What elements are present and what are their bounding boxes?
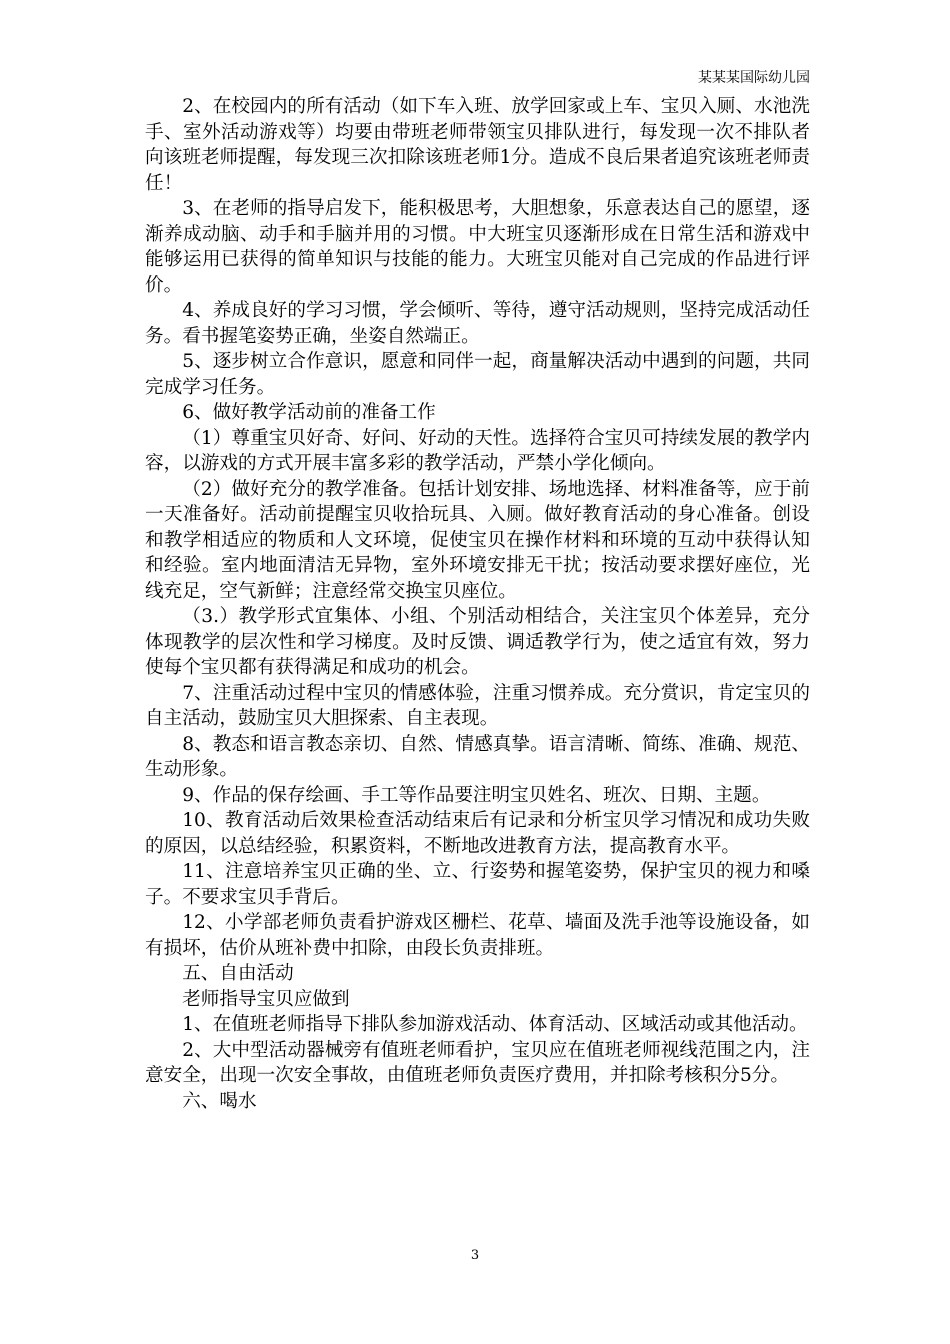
paragraph-rule-6-heading: 6、做好教学活动前的准备工作 bbox=[182, 402, 436, 423]
section-heading-drinking-water: 六、喝水 bbox=[182, 1090, 257, 1112]
document-body bbox=[145, 94, 810, 1114]
page-number: 3 bbox=[470, 1248, 480, 1263]
paragraph-rule-2: 2、在校园内的所有活动（如下车入班、放学回家或上车、宝贝入厕、水池洗手、室外活动游戏等）均要由带班老师带领宝贝排队进行，每发现一次不排队者向该班老师提醒，每发现三次扣除该班老师1分。造成不良后果者追究该班老师责任！ bbox=[145, 96, 810, 194]
paragraph-free-activity-2: 2、大中型活动器械旁有值班老师看护，宝贝应在值班老师视线范围之内，注意安全，出现一次安全事故，由值班老师负责医疗费用，并扣除考核积分5分。 bbox=[145, 1039, 810, 1086]
paragraph-rule-6-2: （2）做好充分的教学准备。包括计划安排、场地选择、材料准备等，应于前一天准备好。活动前提醒宝贝收拾玩具、入厕。做好教育活动的身心准备。创设和教学相适应的物质和人文环境，促使宝贝在操作材料和环境的互动中获得认知和经验。室内地面清洁无异物，室外环境安排无干扰；按活动要求摆好座位，光线充足，空气新鲜；注意经常交换宝贝座位。 bbox=[145, 478, 810, 602]
paragraph-rule-8: 8、教态和语言教态亲切、自然、情感真挚。语言清晰、简练、准确、规范、生动形象。 bbox=[145, 733, 810, 780]
paragraph-teacher-guidance: 老师指导宝贝应做到 bbox=[182, 988, 350, 1010]
paragraph-rule-7: 7、注重活动过程中宝贝的情感体验，注重习惯养成。充分赏识，肯定宝贝的自主活动，鼓励宝贝大胆探索、自主表现。 bbox=[145, 682, 810, 729]
paragraph-rule-11: 11、注意培养宝贝正确的坐、立、行姿势和握笔姿势，保护宝贝的视力和嗓子。不要求宝贝手背后。 bbox=[145, 861, 810, 908]
paragraph-rule-4: 4、养成良好的学习习惯，学会倾听、等待，遵守活动规则，坚持完成活动任务。看书握笔姿势正确，坐姿自然端正。 bbox=[145, 300, 810, 347]
paragraph-rule-3: 3、在老师的指导启发下，能积极思考，大胆想象，乐意表达自己的愿望，逐渐养成动脑、动手和手脑并用的习惯。中大班宝贝逐渐形成在日常生活和游戏中能够运用已获得的简单知识与技能的能力。大班宝贝能对自己完成的作品进行评价。 bbox=[145, 198, 810, 296]
paragraph-rule-10: 10、教育活动后效果检查活动结束后有记录和分析宝贝学习情况和成功失败的原因，以总结经验，积累资料，不断地改进教育方法，提高教育水平。 bbox=[145, 810, 810, 857]
paragraph-rule-12: 12、小学部老师负责看护游戏区栅栏、花草、墙面及洗手池等设施设备，如有损坏，估价从班补费中扣除，由段长负责排班。 bbox=[145, 912, 810, 959]
paragraph-free-activity-1: 1、在值班老师指导下排队参加游戏活动、体育活动、区域活动或其他活动。 bbox=[182, 1014, 808, 1035]
section-heading-free-activity: 五、自由活动 bbox=[182, 963, 294, 984]
paragraph-rule-6-3: （3.）教学形式宜集体、小组、个别活动相结合，关注宝贝个体差异，充分体现教学的层次性和学习梯度。及时反馈、调适教学行为，使之适宜有效，努力使每个宝贝都有获得满足和成功的机会。 bbox=[145, 606, 810, 678]
paragraph-rule-9: 9、作品的保存绘画、手工等作品要注明宝贝姓名、班次、日期、主题。 bbox=[182, 784, 771, 806]
paragraph-rule-5: 5、逐步树立合作意识，愿意和同伴一起，商量解决活动中遇到的问题，共同完成学习任务。 bbox=[145, 351, 810, 398]
page-header-org-name: 某某某国际幼儿园 bbox=[698, 70, 810, 86]
paragraph-rule-6-1: （1）尊重宝贝好奇、好问、好动的天性。选择符合宝贝可持续发展的教学内容，以游戏的方式开展丰富多彩的教学活动，严禁小学化倾向。 bbox=[145, 427, 810, 474]
